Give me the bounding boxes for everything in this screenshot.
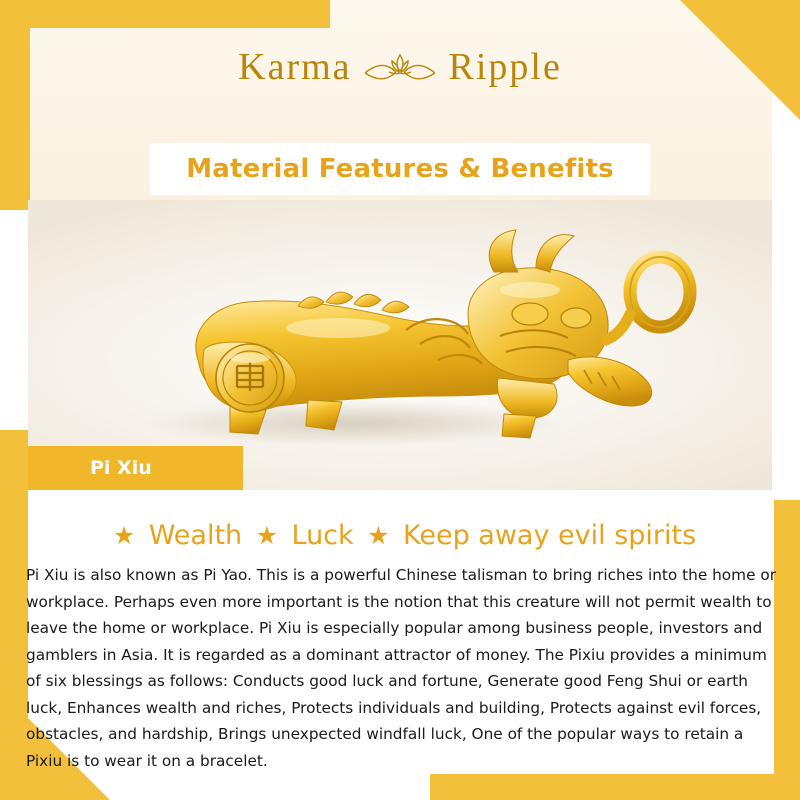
lotus-flower-icon: [363, 47, 437, 87]
frame-bar-bottom-right: [430, 774, 800, 800]
frame-bar-top-left: [0, 0, 30, 210]
benefit-keep-away-evil-spirits: Keep away evil spirits: [403, 520, 697, 551]
frame-bar-left-middle: [0, 430, 28, 730]
benefit-luck: Luck: [291, 520, 354, 551]
star-icon: ★: [255, 521, 279, 550]
star-icon: ★: [367, 521, 390, 550]
description-text: Pi Xiu is also known as Pi Yao. This is a powerful Chinese talisman to bring riches into the home or workplace. Perhaps even more important is the notion that this creature will not permit wealth to leave the home or workplace. Pi Xiu is especially popular among business people, investors and gamblers in Asia. It is regarded as a dominant attractor of money. The Pixiu provides a minimum of six blessings as follows: Conducts good luck and fortune, Generate good Feng Shui or earth luck, Enhances wealth and riches, Protects individuals and building, Protects against evil forces, obstacles, and hardship, Brings unexpected windfall luck, One of the popular ways to retain a Pixiu is to wear it on a bracelet.: [26, 566, 776, 770]
benefit-wealth: Wealth: [148, 520, 243, 551]
benefits-row: [28, 520, 772, 551]
page-title: Material Features & Benefits: [186, 154, 614, 184]
pixiu-pendant-illustration: [138, 210, 718, 470]
brand-name-left: Karma: [238, 46, 352, 89]
product-label-text: Pi Xiu: [90, 457, 152, 479]
frame-bar-right-side: [774, 500, 800, 800]
frame-bar-top-strip: [0, 0, 330, 28]
section-title-band: [150, 143, 650, 195]
brand-name-right: Ripple: [448, 46, 562, 89]
brand-logo: [0, 42, 800, 89]
product-label-plate: [28, 446, 243, 490]
star-icon: ★: [112, 521, 136, 550]
brand-logo-text: [238, 42, 562, 89]
